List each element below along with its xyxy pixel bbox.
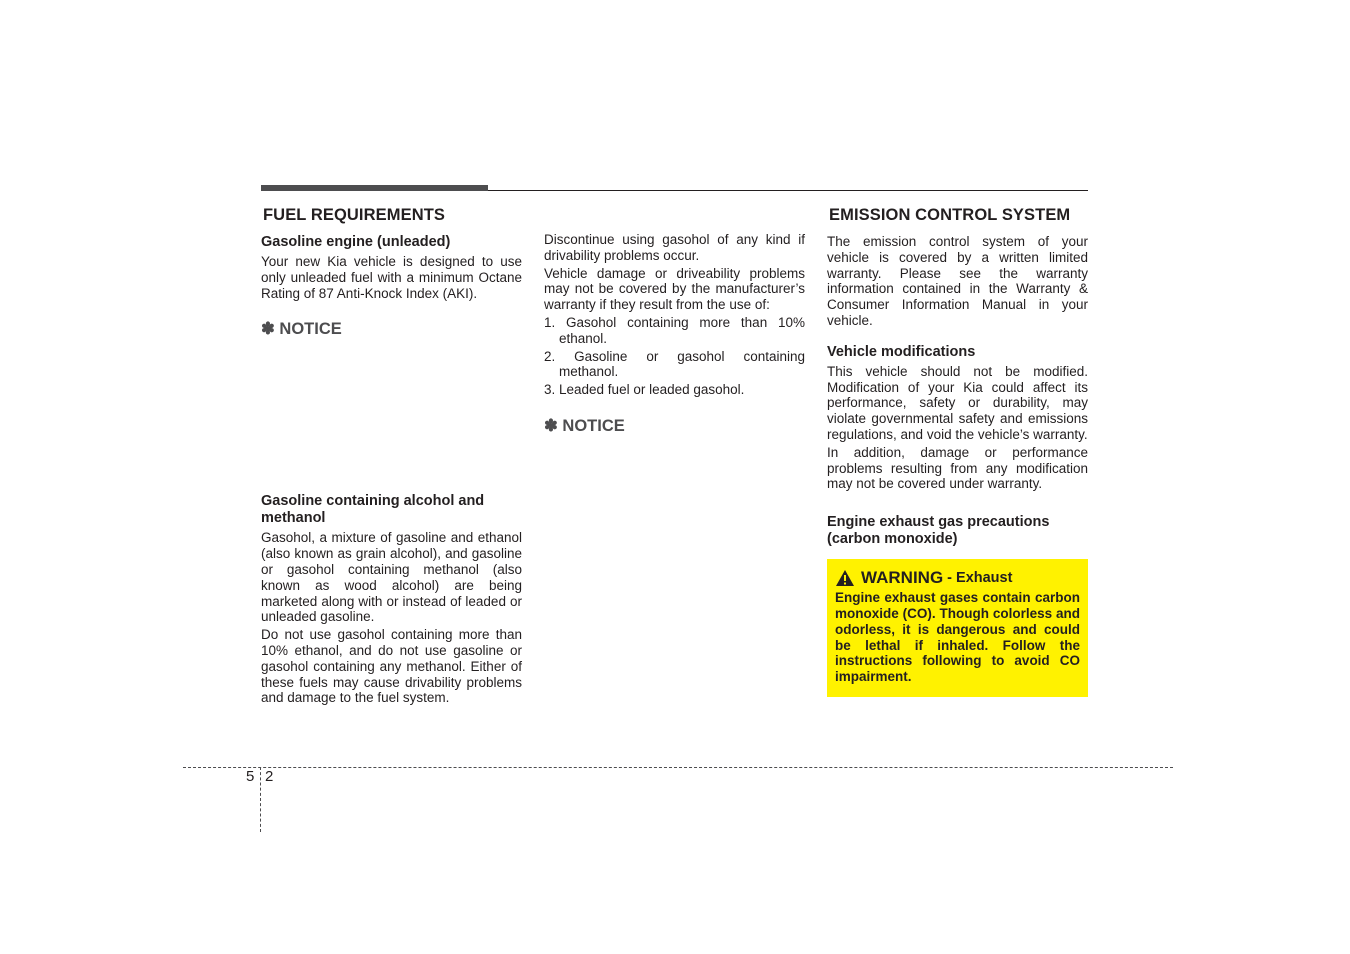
modifications-paragraph-2: In addition, damage or performance problems resulting from any modification may not be covered under warranty. (827, 444, 1088, 492)
header-rule-thin (488, 190, 1088, 191)
emission-control-title: EMISSION CONTROL SYSTEM (829, 206, 1071, 224)
warning-label: WARNING (861, 568, 944, 588)
damage-paragraph: Vehicle damage or driveability problems may not be covered by the manufacturer’s warranty if they result from the use of: (544, 265, 805, 313)
left-column (261, 206, 522, 708)
fuel-requirements-title: FUEL REQUIREMENTS (263, 206, 445, 224)
exhaust-heading: Engine exhaust gas precautions (carbon monoxide) (827, 514, 1050, 548)
warning-sublabel: - Exhaust (947, 570, 1013, 587)
unleaded-paragraph: Your new Kia vehicle is designed to use only unleaded fuel with a minimum Octane Rating of 87 Anti-Knock Index (AKI). (261, 254, 522, 301)
alcohol-paragraph-1: Gasohol, a mixture of gasoline and ethanol (also known as grain alcohol), and gasoline or gasohol containing methanol (also known as wood alcohol) are being marketed along with or instead of leaded or unleaded gasoline. (261, 530, 522, 625)
footer-dashed-divider (260, 767, 261, 832)
page-number: 2 (265, 768, 274, 785)
notice-blank-space (261, 339, 522, 493)
unleaded-heading: Gasoline engine (unleaded) (261, 234, 451, 250)
list-item: 2. Gasoline or gasohol containing methanol. (544, 348, 805, 380)
notice-heading-middle: ✽ NOTICE (544, 416, 625, 435)
emission-intro-paragraph: The emission control system of your vehicle is covered by a written limited warranty. Please see the warranty information contained in the Warranty & Consumer Information Manual in your vehicle. (827, 234, 1088, 328)
warning-body: Engine exhaust gases contain carbon monoxide (CO). Though colorless and odorless, it is dangerous and could be lethal if inhaled. Follow the instructions following to avoid CO impairment. (835, 590, 1080, 685)
fuel-list (544, 315, 805, 398)
warning-triangle-icon (835, 569, 855, 587)
discontinue-paragraph: Discontinue using gasohol of any kind if drivability problems occur. (544, 232, 805, 263)
warning-box (827, 559, 1088, 697)
modifications-heading: Vehicle modifications (827, 343, 976, 360)
warning-header (835, 568, 1080, 588)
alcohol-paragraph-2: Do not use gasohol containing more than 10% ethanol, and do not use gasoline or gasohol containing any methanol. Either of these fuels may cause drivability problems and damage to the fuel system. (261, 627, 522, 706)
alcohol-heading: Gasoline containing alcohol and methanol (261, 493, 485, 527)
middle-column (544, 232, 805, 436)
modifications-paragraph-1: This vehicle should not be modified. Modification of your Kia could affect its performance, safety or durability, may violate governmental safety and emissions regulations, and void the vehicle’s warranty. (827, 363, 1088, 442)
list-item: 3. Leaded fuel or leaded gasohol. (544, 382, 745, 398)
notice-heading-left: ✽ NOTICE (261, 320, 342, 339)
list-item: 1. Gasohol containing more than 10% ethanol. (544, 314, 805, 346)
header-rule-thick (261, 185, 488, 191)
footer-dashed-line (183, 767, 1173, 768)
section-number: 5 (246, 768, 255, 785)
right-column (827, 206, 1088, 697)
